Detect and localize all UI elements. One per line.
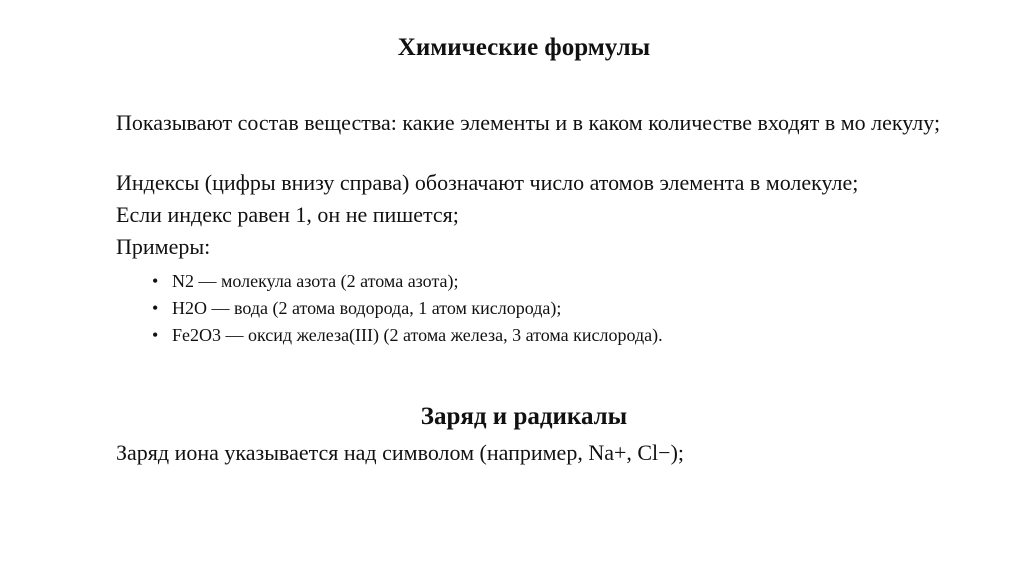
list-item-water xyxy=(152,295,952,322)
section-title-formulas: Химические формулы xyxy=(397,34,651,61)
paragraph-index-one: Если индекс равен 1, он не пишется; xyxy=(116,202,459,227)
paragraph-indices: Индексы (цифры внизу справа) обозначают число атомов элемента в молекуле; xyxy=(116,170,859,195)
bullet-icon: • xyxy=(152,325,159,345)
bullet-icon: • xyxy=(152,271,159,291)
paragraph-composition: Показывают состав вещества: какие элементы и в каком количестве входят в мо лекулу; xyxy=(116,110,941,135)
section-title-charge: Заряд и радикалы xyxy=(420,403,628,430)
paragraph-ion-charge: Заряд иона указывается над символом (например, Na+, Cl−); xyxy=(116,440,685,465)
example-text: N2 — молекула азота (2 атома азота); xyxy=(172,271,459,291)
example-text: Fe2O3 — оксид железа(III) (2 атома железа, 3 атома кислорода). xyxy=(172,325,663,345)
list-item-iron-oxide xyxy=(152,322,952,349)
list-item-nitrogen xyxy=(152,268,952,295)
example-text: H2O — вода (2 атома водорода, 1 атом кислорода); xyxy=(172,298,562,318)
paragraph-examples-heading: Примеры: xyxy=(116,234,211,259)
examples-list xyxy=(152,268,952,349)
bullet-icon: • xyxy=(152,298,159,318)
